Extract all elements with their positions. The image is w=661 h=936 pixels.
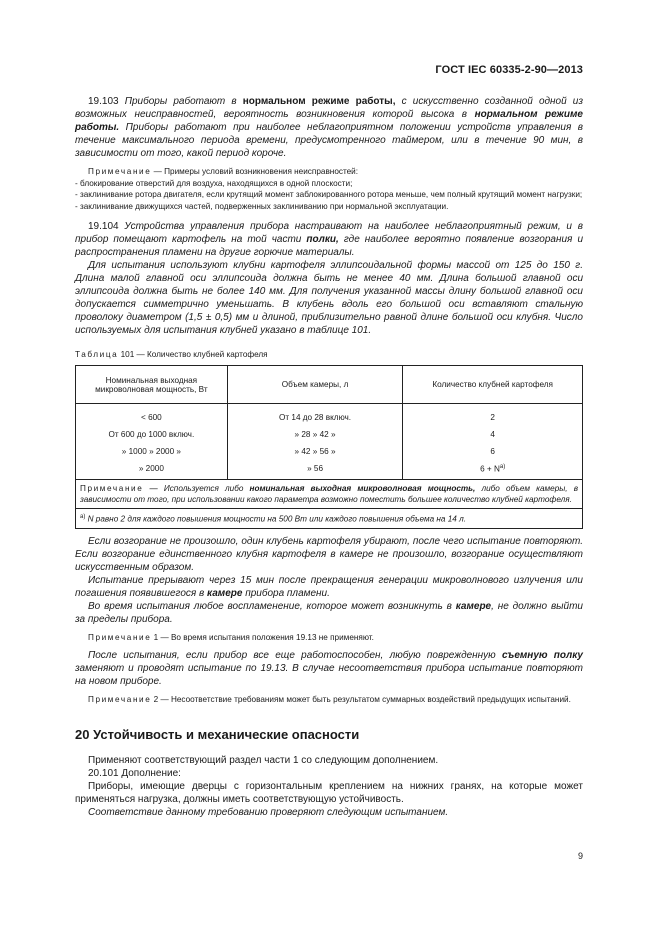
section-20-paragraph: Применяют соответствующий раздел части 1 со следующим дополнением. [88,754,439,766]
table-row: От 600 до 1000 включ. » 28 » 42 » 4 [76,426,583,443]
table-header-power: Номинальная выходная микроволновая мощность, Вт [76,366,228,404]
table-note: Примечание — Используется либо номинальная выходная микроволновая мощность, либо объем камеры, в зависимости от того, при использовании какого параметра возможно поместить большее количество клубней картофеля. [76,480,583,509]
paragraph-if-no-ignition: Если возгорание не произошло, один клубень картофеля убирают, после чего испытание повторяют. Если возгорание единственного клубня картофеля в камере не произошло, возгорание осуществляют искусственным образом. [75,535,583,573]
note-2: Примечание 2 — Несоответствие требованиям может быть результатом суммарных воздействий предыдущих испытаний. [88,695,571,705]
note-item: - заклинивание ротора двигателя, если крутящий момент заблокированного ротора меньше, чем полный крутящий момент нагрузки; [75,190,583,199]
section-20-title: 20 Устойчивость и механические опасности [75,726,360,742]
document-header: ГОСТ IEC 60335-2-90—2013 [435,64,583,76]
note-1: Примечание 1 — Во время испытания положения 19.13 не применяют. [88,632,374,642]
clause-20-101: 20.101 Дополнение: [88,767,181,779]
section-20-requirement: Приборы, имеющие дверцы с горизонтальным креплением на нижних гранях, на которые может применяться нагрузка, должны иметь соответствующую устойчивость. [75,780,583,805]
clause-19-104: 19.104 Устройства управления прибора настраивают на наиболее неблагоприятный режим, и в прибор помещают картофель на той части полки, где наиболее вероятно появление возгорания и распространения пламени на другие горючие материалы. [75,221,584,258]
table-header-volume: Объем камеры, л [227,366,403,404]
page-content [75,95,583,819]
section-20-compliance: Соответствие данному требованию проверяют следующим испытанием. [88,806,449,818]
table-row: < 600 От 14 до 28 включ. 2 [76,404,583,427]
table-header-count: Количество клубней картофеля [403,366,583,404]
potato-paragraph: Для испытания используют клубни картофеля эллипсоидальной формы массой от 125 до 150 г. Длина малой главной оси эллипсоида должна быть не менее 40 мм. Длина большой главной оси эллипсоида должна быть не более 140 мм. Для получения указанной массы длину большой главной оси допускается симметрично уменьшать. В клубень вдоль его большой оси вставляют стальную проволоку диаметром (1,5 ± 0,5) мм и длиной, приблизительно равной длине большой оси клубня. Число используемых для испытания клубней указано в таблице 101. [75,260,583,336]
note-item: - заклинивание движущихся частей, подверженных заклиниванию при нормальной эксплуатации. [75,201,449,211]
note-item: - блокирование отверстий для воздуха, находящихся в одной плоскости; [75,178,353,188]
table-footnote: $^{a)}$ N равно 2 для каждого повышения мощности на 500 Вт или каждого повышения объема на 14 л. [76,509,583,529]
clause-19-103: 19.103 Приборы работают в нормальном режиме работы, с искусственно созданной одной из возможных неисправностей, вероятность возникновения которой высока в нормальном режиме работы. Приборы работают при наиболее неблагоприятном положении устройств управления в течение максимального периода времени, предусмотренного таймером, или в течение 90 мин, в зависимости от того, какой период короче. [75,96,584,159]
paragraph-stop-test: Испытание прерывают через 15 мин после прекращения генерации микроволнового излучения или погашения появившегося в камере прибора пламени. [75,574,583,599]
table-caption: Таблица 101 — Количество клубней картофеля [75,350,268,359]
paragraph-after-test: После испытания, если прибор все еще работоспособен, любую поврежденную съемную полку заменяют и проводят испытание по 19.13. В случае несоответствия прибора испытание повторяют на новом приборе. [75,650,583,688]
paragraph-ignition: Во время испытания любое воспламенение, которое может возникнуть в камере, не должно выйти за пределы прибора. [75,600,583,625]
note-fault-conditions: Примечание — Примеры условий возникновения неисправностей: - блокирование отверстий для воздуха, находящихся в одной плоскости; - заклинивание ротора двигателя, если крутящий момент заблокированного ротора меньше, чем полный крутящий момент нагрузки; - заклинивание движущихся частей, подверженных заклиниванию при нормальной эксплуатации. [75,167,583,211]
table-row: » 1000 » 2000 » » 42 » 56 » 6 [76,443,583,460]
page-number: 9 [577,851,583,861]
potato-table [75,365,583,529]
table-row: » 2000 » 56 $6 + N^{a)}$ [76,460,583,480]
